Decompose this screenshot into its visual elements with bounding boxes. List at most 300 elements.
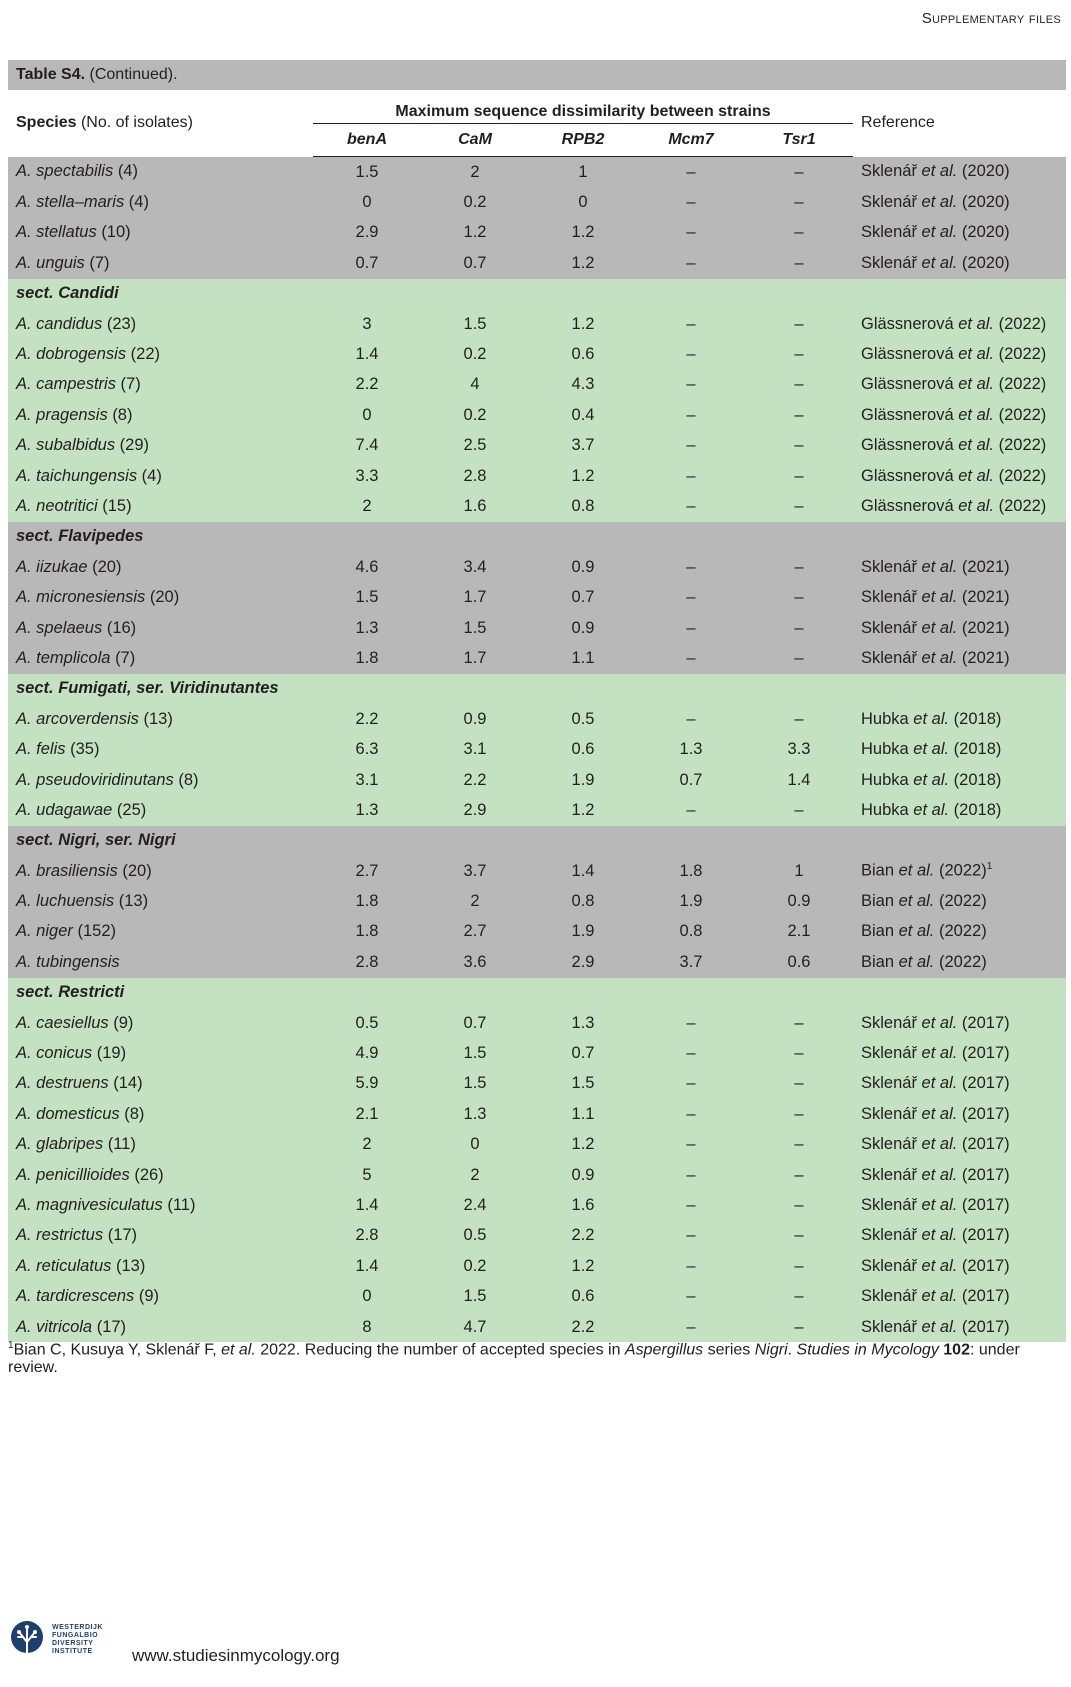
value-cell: 4.6 bbox=[313, 552, 421, 582]
value-cell: 1.5 bbox=[421, 613, 529, 643]
value-cell: 0.5 bbox=[421, 1221, 529, 1251]
value-cell: – bbox=[745, 339, 853, 369]
species-cell: A. udagawae (25) bbox=[8, 795, 313, 825]
species-cell: A. glabripes (11) bbox=[8, 1130, 313, 1160]
table-row bbox=[8, 187, 1066, 217]
value-cell: 0.7 bbox=[529, 1038, 637, 1068]
value-cell: – bbox=[745, 431, 853, 461]
value-cell: 1.5 bbox=[313, 157, 421, 188]
value-cell: 1.2 bbox=[529, 309, 637, 339]
value-cell: 1.9 bbox=[637, 886, 745, 916]
table-row bbox=[8, 157, 1066, 188]
footnote: $^1$Bian C, Kusuya Y, Sklenář F, et al. 2022. Reducing the number of accepted species in Aspergillus series Nigri. Studies in Mycology 102: under review. bbox=[8, 1340, 1020, 1377]
value-cell: 0.9 bbox=[529, 613, 637, 643]
reference-cell: Sklenář et al. (2017) bbox=[853, 1038, 1066, 1068]
species-header: Species (No. of isolates) bbox=[16, 113, 193, 131]
reference-cell: Glässnerová et al. (2022) bbox=[853, 400, 1066, 430]
value-cell: – bbox=[637, 1312, 745, 1342]
table-row bbox=[8, 1130, 1066, 1160]
value-cell: 1 bbox=[745, 856, 853, 886]
section-label: sect. Restricti bbox=[8, 978, 1066, 1008]
value-cell: – bbox=[745, 1099, 853, 1129]
value-cell: 1.5 bbox=[421, 309, 529, 339]
value-cell: 5 bbox=[313, 1160, 421, 1190]
value-cell: 5.9 bbox=[313, 1069, 421, 1099]
value-cell: 0 bbox=[421, 1130, 529, 1160]
reference-cell: Sklenář et al. (2020) bbox=[853, 248, 1066, 278]
value-cell: – bbox=[637, 1038, 745, 1068]
species-cell: A. arcoverdensis (13) bbox=[8, 704, 313, 734]
value-cell: – bbox=[745, 643, 853, 673]
value-cell: 3 bbox=[313, 309, 421, 339]
table-row bbox=[8, 248, 1066, 278]
value-cell: 0.5 bbox=[313, 1008, 421, 1038]
value-cell: 1.8 bbox=[637, 856, 745, 886]
table-row bbox=[8, 795, 1066, 825]
gene-header: RPB2 bbox=[529, 124, 637, 157]
value-cell: 0.8 bbox=[637, 917, 745, 947]
value-cell: 2 bbox=[421, 157, 529, 188]
species-cell: A. stellatus (10) bbox=[8, 218, 313, 248]
reference-cell: Glässnerová et al. (2022) bbox=[853, 431, 1066, 461]
species-cell: A. candidus (23) bbox=[8, 309, 313, 339]
value-cell: 0.2 bbox=[421, 400, 529, 430]
value-cell: 4.3 bbox=[529, 370, 637, 400]
table-row bbox=[8, 461, 1066, 491]
logo-text: WESTERDIJK FUNGALBIO DIVERSITY INSTITUTE bbox=[52, 1624, 103, 1655]
value-cell: 0.9 bbox=[421, 704, 529, 734]
value-cell: – bbox=[637, 431, 745, 461]
species-cell: A. penicillioides (26) bbox=[8, 1160, 313, 1190]
table-row bbox=[8, 1312, 1066, 1342]
value-cell: 2.8 bbox=[421, 461, 529, 491]
value-cell: 7.4 bbox=[313, 431, 421, 461]
species-cell: A. tardicrescens (9) bbox=[8, 1281, 313, 1311]
species-cell: A. niger (152) bbox=[8, 917, 313, 947]
table-row bbox=[8, 643, 1066, 673]
value-cell: 4.7 bbox=[421, 1312, 529, 1342]
reference-cell: Sklenář et al. (2021) bbox=[853, 643, 1066, 673]
value-cell: – bbox=[745, 1038, 853, 1068]
value-cell: – bbox=[637, 643, 745, 673]
value-cell: – bbox=[745, 1251, 853, 1281]
table-row bbox=[8, 1069, 1066, 1099]
table-row bbox=[8, 613, 1066, 643]
gene-header: benA bbox=[313, 124, 421, 157]
species-cell: A. spectabilis (4) bbox=[8, 157, 313, 188]
value-cell: – bbox=[745, 795, 853, 825]
value-cell: 1.8 bbox=[313, 643, 421, 673]
value-cell: 8 bbox=[313, 1312, 421, 1342]
value-cell: – bbox=[745, 400, 853, 430]
table-row bbox=[8, 1221, 1066, 1251]
value-cell: – bbox=[745, 704, 853, 734]
value-cell: – bbox=[745, 582, 853, 612]
value-cell: – bbox=[745, 552, 853, 582]
value-cell: 4 bbox=[421, 370, 529, 400]
table-row bbox=[8, 1008, 1066, 1038]
table-row bbox=[8, 765, 1066, 795]
species-cell: A. destruens (14) bbox=[8, 1069, 313, 1099]
section-label: sect. Flavipedes bbox=[8, 522, 1066, 552]
table-row bbox=[8, 339, 1066, 369]
species-cell: A. dobrogensis (22) bbox=[8, 339, 313, 369]
value-cell: – bbox=[637, 1008, 745, 1038]
value-cell: 1.3 bbox=[313, 795, 421, 825]
value-cell: 0.8 bbox=[529, 491, 637, 521]
value-cell: 1.5 bbox=[313, 582, 421, 612]
table-row bbox=[8, 218, 1066, 248]
value-cell: 1.3 bbox=[637, 734, 745, 764]
value-cell: – bbox=[745, 491, 853, 521]
value-cell: 2 bbox=[313, 1130, 421, 1160]
value-cell: 0.9 bbox=[745, 886, 853, 916]
value-cell: 1.2 bbox=[529, 1130, 637, 1160]
table-row bbox=[8, 582, 1066, 612]
reference-cell: Bian et al. (2022) bbox=[853, 947, 1066, 977]
header-row bbox=[8, 90, 1066, 124]
value-cell: 3.7 bbox=[529, 431, 637, 461]
value-cell: 2.2 bbox=[529, 1312, 637, 1342]
value-cell: – bbox=[745, 1130, 853, 1160]
value-cell: 2.8 bbox=[313, 1221, 421, 1251]
value-cell: 1.1 bbox=[529, 1099, 637, 1129]
value-cell: – bbox=[745, 613, 853, 643]
value-cell: 0.6 bbox=[529, 1281, 637, 1311]
running-head: Supplementary files bbox=[921, 10, 1061, 27]
value-cell: 2.9 bbox=[529, 947, 637, 977]
value-cell: – bbox=[637, 309, 745, 339]
value-cell: 4.9 bbox=[313, 1038, 421, 1068]
value-cell: – bbox=[637, 613, 745, 643]
gene-header: CaM bbox=[421, 124, 529, 157]
species-cell: A. restrictus (17) bbox=[8, 1221, 313, 1251]
fungal-tree-icon bbox=[10, 1620, 44, 1658]
table-caption bbox=[8, 60, 1066, 90]
reference-cell: Glässnerová et al. (2022) bbox=[853, 491, 1066, 521]
value-cell: 1.1 bbox=[529, 643, 637, 673]
value-cell: 2.2 bbox=[313, 370, 421, 400]
value-cell: 2.2 bbox=[313, 704, 421, 734]
species-cell: A. pseudoviridinutans (8) bbox=[8, 765, 313, 795]
reference-cell: Glässnerová et al. (2022) bbox=[853, 339, 1066, 369]
value-cell: – bbox=[637, 248, 745, 278]
value-cell: 1.5 bbox=[421, 1038, 529, 1068]
value-cell: – bbox=[745, 1281, 853, 1311]
value-cell: – bbox=[637, 1281, 745, 1311]
value-cell: 1.8 bbox=[313, 917, 421, 947]
value-cell: 0 bbox=[313, 187, 421, 217]
table-row bbox=[8, 431, 1066, 461]
value-cell: 3.7 bbox=[637, 947, 745, 977]
value-cell: 0.6 bbox=[529, 339, 637, 369]
value-cell: 1.4 bbox=[313, 1251, 421, 1281]
value-cell: 0.7 bbox=[529, 582, 637, 612]
value-cell: 1.2 bbox=[529, 1251, 637, 1281]
value-cell: 3.1 bbox=[421, 734, 529, 764]
value-cell: 1.4 bbox=[529, 856, 637, 886]
value-cell: 1.6 bbox=[529, 1190, 637, 1220]
value-cell: 6.3 bbox=[313, 734, 421, 764]
caption-label: Table S4. bbox=[16, 66, 86, 83]
reference-cell: Hubka et al. (2018) bbox=[853, 795, 1066, 825]
reference-cell: Sklenář et al. (2021) bbox=[853, 613, 1066, 643]
table-row bbox=[8, 1160, 1066, 1190]
species-cell: A. reticulatus (13) bbox=[8, 1251, 313, 1281]
caption-text: (Continued). bbox=[89, 66, 178, 83]
value-cell: – bbox=[745, 309, 853, 339]
reference-cell: Sklenář et al. (2017) bbox=[853, 1099, 1066, 1129]
reference-cell: Sklenář et al. (2017) bbox=[853, 1130, 1066, 1160]
value-cell: 2.2 bbox=[529, 1221, 637, 1251]
table-row bbox=[8, 1099, 1066, 1129]
value-cell: 1.5 bbox=[421, 1281, 529, 1311]
value-cell: 2.7 bbox=[421, 917, 529, 947]
species-cell: A. micronesiensis (20) bbox=[8, 582, 313, 612]
value-cell: – bbox=[637, 704, 745, 734]
reference-cell: Hubka et al. (2018) bbox=[853, 704, 1066, 734]
value-cell: 1.3 bbox=[313, 613, 421, 643]
value-cell: – bbox=[745, 370, 853, 400]
species-cell: A. pragensis (8) bbox=[8, 400, 313, 430]
reference-cell: Sklenář et al. (2017) bbox=[853, 1312, 1066, 1342]
value-cell: – bbox=[637, 582, 745, 612]
value-cell: – bbox=[745, 1069, 853, 1099]
value-cell: 2 bbox=[313, 491, 421, 521]
value-cell: 0.4 bbox=[529, 400, 637, 430]
value-cell: – bbox=[637, 552, 745, 582]
reference-header: Reference bbox=[861, 113, 935, 131]
value-cell: – bbox=[637, 1190, 745, 1220]
table-row bbox=[8, 917, 1066, 947]
reference-cell: Sklenář et al. (2021) bbox=[853, 552, 1066, 582]
species-cell: A. stella–maris (4) bbox=[8, 187, 313, 217]
value-cell: – bbox=[637, 491, 745, 521]
reference-cell: Hubka et al. (2018) bbox=[853, 765, 1066, 795]
species-cell: A. iizukae (20) bbox=[8, 552, 313, 582]
reference-cell: Glässnerová et al. (2022) bbox=[853, 461, 1066, 491]
section-row bbox=[8, 279, 1066, 309]
value-cell: – bbox=[637, 1251, 745, 1281]
reference-cell: Bian et al. $(2022)^1$ bbox=[853, 856, 1066, 886]
table-row bbox=[8, 400, 1066, 430]
species-cell: A. spelaeus (16) bbox=[8, 613, 313, 643]
reference-cell: Sklenář et al. (2017) bbox=[853, 1190, 1066, 1220]
section-label: sect. Nigri, ser. Nigri bbox=[8, 826, 1066, 856]
value-cell: 0.2 bbox=[421, 1251, 529, 1281]
value-cell: 1.2 bbox=[529, 795, 637, 825]
species-cell: A. vitricola (17) bbox=[8, 1312, 313, 1342]
reference-cell: Glässnerová et al. (2022) bbox=[853, 309, 1066, 339]
value-cell: 1.3 bbox=[529, 1008, 637, 1038]
gene-header: Mcm7 bbox=[637, 124, 745, 157]
value-cell: 3.6 bbox=[421, 947, 529, 977]
value-cell: 2.1 bbox=[313, 1099, 421, 1129]
value-cell: 1.4 bbox=[745, 765, 853, 795]
table-row bbox=[8, 370, 1066, 400]
section-row bbox=[8, 522, 1066, 552]
value-cell: – bbox=[637, 1069, 745, 1099]
value-cell: 0.6 bbox=[745, 947, 853, 977]
species-cell: A. neotritici (15) bbox=[8, 491, 313, 521]
species-cell: A. magnivesiculatus (11) bbox=[8, 1190, 313, 1220]
table-row bbox=[8, 856, 1066, 886]
value-cell: 2.2 bbox=[421, 765, 529, 795]
species-cell: A. caesiellus (9) bbox=[8, 1008, 313, 1038]
value-cell: 0.6 bbox=[529, 734, 637, 764]
value-cell: 2.7 bbox=[313, 856, 421, 886]
value-cell: 2.9 bbox=[313, 218, 421, 248]
value-cell: 1.7 bbox=[421, 582, 529, 612]
value-cell: 0.7 bbox=[421, 1008, 529, 1038]
value-cell: 2.9 bbox=[421, 795, 529, 825]
reference-cell: Bian et al. (2022) bbox=[853, 917, 1066, 947]
value-cell: – bbox=[745, 187, 853, 217]
table-row bbox=[8, 552, 1066, 582]
value-cell: – bbox=[637, 187, 745, 217]
value-cell: – bbox=[637, 218, 745, 248]
value-cell: 0.7 bbox=[637, 765, 745, 795]
section-label: sect. Fumigati, ser. Viridinutantes bbox=[8, 674, 1066, 704]
value-cell: – bbox=[745, 1160, 853, 1190]
value-cell: – bbox=[745, 218, 853, 248]
value-cell: 1.9 bbox=[529, 765, 637, 795]
value-cell: 1.4 bbox=[313, 1190, 421, 1220]
reference-cell: Sklenář et al. (2017) bbox=[853, 1281, 1066, 1311]
value-cell: – bbox=[637, 1099, 745, 1129]
value-cell: – bbox=[745, 157, 853, 188]
value-cell: 1.2 bbox=[529, 461, 637, 491]
reference-cell: Sklenář et al. (2021) bbox=[853, 582, 1066, 612]
value-cell: – bbox=[637, 370, 745, 400]
table-row bbox=[8, 309, 1066, 339]
species-cell: A. brasiliensis (20) bbox=[8, 856, 313, 886]
table-body bbox=[8, 157, 1066, 1343]
reference-cell: Sklenář et al. (2017) bbox=[853, 1069, 1066, 1099]
value-cell: 1.5 bbox=[529, 1069, 637, 1099]
value-cell: 3.4 bbox=[421, 552, 529, 582]
value-cell: – bbox=[637, 461, 745, 491]
species-cell: A. templicola (7) bbox=[8, 643, 313, 673]
dissimilarity-header: Maximum sequence dissimilarity between strains bbox=[313, 90, 853, 124]
value-cell: – bbox=[745, 1190, 853, 1220]
species-cell: A. unguis (7) bbox=[8, 248, 313, 278]
value-cell: 1 bbox=[529, 157, 637, 188]
species-cell: A. subalbidus (29) bbox=[8, 431, 313, 461]
section-row bbox=[8, 826, 1066, 856]
value-cell: – bbox=[745, 461, 853, 491]
value-cell: 1.6 bbox=[421, 491, 529, 521]
value-cell: 0.7 bbox=[313, 248, 421, 278]
section-row bbox=[8, 978, 1066, 1008]
value-cell: 1.7 bbox=[421, 643, 529, 673]
value-cell: 2.1 bbox=[745, 917, 853, 947]
species-cell: A. felis (35) bbox=[8, 734, 313, 764]
table-row bbox=[8, 1038, 1066, 1068]
value-cell: – bbox=[637, 795, 745, 825]
value-cell: 0.2 bbox=[421, 187, 529, 217]
species-cell: A. taichungensis (4) bbox=[8, 461, 313, 491]
data-table bbox=[8, 60, 1066, 1342]
value-cell: 0.8 bbox=[529, 886, 637, 916]
value-cell: 1.2 bbox=[529, 248, 637, 278]
value-cell: 3.7 bbox=[421, 856, 529, 886]
reference-cell: Sklenář et al. (2017) bbox=[853, 1008, 1066, 1038]
section-label: sect. Candidi bbox=[8, 279, 1066, 309]
value-cell: 2.5 bbox=[421, 431, 529, 461]
reference-cell: Sklenář et al. (2017) bbox=[853, 1160, 1066, 1190]
table-row bbox=[8, 886, 1066, 916]
reference-cell: Sklenář et al. (2020) bbox=[853, 187, 1066, 217]
westerdijk-logo bbox=[10, 1620, 103, 1660]
species-cell: A. conicus (19) bbox=[8, 1038, 313, 1068]
value-cell: 2 bbox=[421, 886, 529, 916]
value-cell: 3.3 bbox=[745, 734, 853, 764]
value-cell: 0.2 bbox=[421, 339, 529, 369]
value-cell: – bbox=[637, 339, 745, 369]
value-cell: 0 bbox=[313, 400, 421, 430]
value-cell: – bbox=[745, 1221, 853, 1251]
table-row bbox=[8, 734, 1066, 764]
value-cell: – bbox=[745, 1008, 853, 1038]
value-cell: 2.4 bbox=[421, 1190, 529, 1220]
reference-cell: Hubka et al. (2018) bbox=[853, 734, 1066, 764]
value-cell: 1.5 bbox=[421, 1069, 529, 1099]
reference-cell: Glässnerová et al. (2022) bbox=[853, 370, 1066, 400]
value-cell: – bbox=[745, 248, 853, 278]
value-cell: – bbox=[637, 157, 745, 188]
table-row bbox=[8, 491, 1066, 521]
table-row bbox=[8, 1281, 1066, 1311]
section-row bbox=[8, 674, 1066, 704]
table-row bbox=[8, 1251, 1066, 1281]
value-cell: 1.9 bbox=[529, 917, 637, 947]
value-cell: 1.2 bbox=[529, 218, 637, 248]
value-cell: 1.2 bbox=[421, 218, 529, 248]
reference-cell: Bian et al. (2022) bbox=[853, 886, 1066, 916]
table-row bbox=[8, 947, 1066, 977]
value-cell: 1.8 bbox=[313, 886, 421, 916]
value-cell: 0 bbox=[529, 187, 637, 217]
gene-header: Tsr1 bbox=[745, 124, 853, 157]
value-cell: – bbox=[637, 1160, 745, 1190]
value-cell: 3.3 bbox=[313, 461, 421, 491]
reference-cell: Sklenář et al. (2020) bbox=[853, 157, 1066, 188]
value-cell: – bbox=[637, 400, 745, 430]
value-cell: 0.5 bbox=[529, 704, 637, 734]
value-cell: 0.9 bbox=[529, 1160, 637, 1190]
reference-cell: Sklenář et al. (2017) bbox=[853, 1221, 1066, 1251]
value-cell: 0 bbox=[313, 1281, 421, 1311]
table-s4 bbox=[8, 60, 1064, 1342]
value-cell: 1.4 bbox=[313, 339, 421, 369]
value-cell: – bbox=[637, 1221, 745, 1251]
value-cell: 2.8 bbox=[313, 947, 421, 977]
value-cell: 2 bbox=[421, 1160, 529, 1190]
species-cell: A. luchuensis (13) bbox=[8, 886, 313, 916]
species-cell: A. domesticus (8) bbox=[8, 1099, 313, 1129]
value-cell: – bbox=[745, 1312, 853, 1342]
website-link[interactable]: www.studiesinmycology.org bbox=[132, 1646, 340, 1665]
species-cell: A. tubingensis bbox=[8, 947, 313, 977]
reference-cell: Sklenář et al. (2017) bbox=[853, 1251, 1066, 1281]
value-cell: 3.1 bbox=[313, 765, 421, 795]
value-cell: 0.7 bbox=[421, 248, 529, 278]
table-row bbox=[8, 704, 1066, 734]
value-cell: – bbox=[637, 1130, 745, 1160]
value-cell: 0.9 bbox=[529, 552, 637, 582]
table-row bbox=[8, 1190, 1066, 1220]
